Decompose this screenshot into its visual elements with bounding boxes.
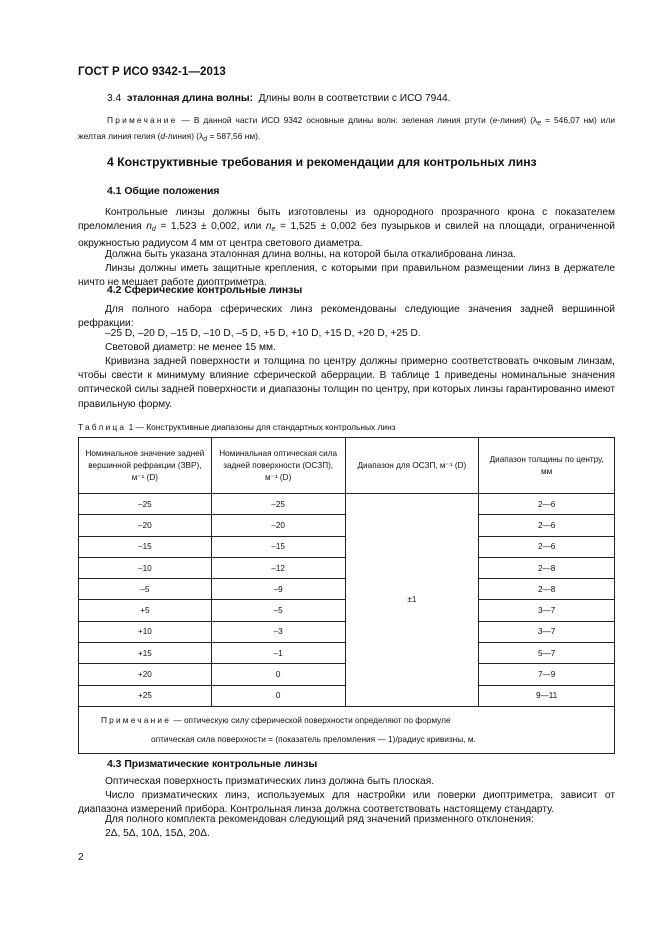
table-note-cell [79, 706, 615, 753]
document-header: ГОСТ Р ИСО 9342-1—2013 [78, 66, 226, 78]
cell-thickness: 7—9 [479, 664, 615, 685]
header-oszp: Номинальная оптическая сила задней поверхности (ОСЗП), м⁻¹ (D) [211, 438, 345, 494]
section-4-2-light-diameter: Световой диаметр: не менее 15 мм. [105, 342, 276, 353]
section-4-2-title: 4.2 Сферические контрольные линзы [107, 285, 303, 296]
header-oszp-range: Диапазон для ОСЗП, м⁻¹ (D) [345, 438, 479, 494]
cell-zvr: –10 [79, 557, 212, 578]
table-1 [78, 437, 615, 754]
cell-oszp: –9 [211, 579, 345, 600]
section-4-3-title: 4.3 Призматические контрольные линзы [107, 759, 318, 770]
cell-thickness: 2—6 [479, 494, 615, 515]
page-number: 2 [78, 852, 84, 863]
cell-oszp: 0 [211, 685, 345, 706]
cell-zvr: –25 [79, 494, 212, 515]
section-4-3-paragraph-2: Число призматических линз, используемых для настройки или поверки диоптриметра, зависит от диапазона измерений прибора. Контрольная линза должна соответствовать настоящему стандарту. [78, 790, 615, 816]
section-4-3-paragraph-1: Оптическая поверхность призматических линз должна быть плоская. [105, 776, 435, 787]
header-zvr: Номинальное значение задней вершинной рефракции (ЗВР), м⁻¹ (D) [79, 438, 212, 494]
cell-oszp: –3 [211, 621, 345, 642]
section-4-1-paragraph-3: Линзы должны иметь защитные крепления, с которыми при правильном размещении линз в держателе ничто не мешает работе диоптриметра. [78, 263, 615, 289]
term: эталонная длина волны: [126, 93, 253, 104]
cell-zvr: +10 [79, 621, 212, 642]
table-note: Примечание — оптическую силу сферической поверхности определяют по формуле [101, 715, 451, 726]
clause-number: 3.4 [107, 93, 122, 104]
cell-zvr: –15 [79, 536, 212, 557]
table-note-row [79, 706, 615, 753]
definition-3-4 [107, 92, 615, 106]
note-label: Примечание [107, 115, 178, 125]
section-4-2-paragraph-4: Кривизна задней поверхности и толщина по центру должны примерно соответствовать очковым линзам, чтобы свести к минимуму влияние сферической аберрации. В таблице 1 приведены номинальные значения оптической силы задней поверхности и диапазоны толщин по центру, при которых линзы гарантированно имеют правильную форму. [78, 356, 615, 410]
cell-oszp: –1 [211, 643, 345, 664]
table-row [79, 494, 615, 515]
cell-thickness: 9—11 [479, 685, 615, 706]
cell-thickness: 2—8 [479, 579, 615, 600]
table-note-formula: оптическая сила поверхности = (показатель преломления — 1)/радиус кривизны, м. [151, 734, 476, 745]
table-1-caption: Таблица 1 — Конструктивные диапазоны для стандартных контрольных линз [78, 422, 396, 432]
cell-oszp: –5 [211, 600, 345, 621]
section-4-1-paragraph-1: Контрольные линзы должны быть изготовлены из однородного прозрачного крона с показателем преломления $n_d = 1,523 \pm 0,002$, или $n_e = 1,525 \pm 0,002$ без пузырьков и свилей на площади, ограниченной окружностью радиусом 4 мм от центра светового диаметра. [78, 207, 615, 250]
cell-oszp: –12 [211, 557, 345, 578]
cell-thickness: 3—7 [479, 600, 615, 621]
cell-zvr: –20 [79, 515, 212, 536]
cell-thickness: 2—6 [479, 515, 615, 536]
cell-oszp: –20 [211, 515, 345, 536]
cell-oszp: –15 [211, 536, 345, 557]
section-4-2-paragraph-1: Для полного набора сферических линз рекомендованы следующие значения задней вершинной рефракции: [78, 304, 615, 330]
table-header-row [79, 438, 615, 494]
cell-zvr: +15 [79, 643, 212, 664]
definition-note: Примечание — В данной части ИСО 9342 основные длины волн: зеленая линия ртути (e-линия) ($\lambda_e = 546,07$ нм) или желтая линия гелия (d-линия) ($\lambda_d = 587,56$ нм). [78, 115, 616, 144]
cell-zvr: +20 [79, 664, 212, 685]
cell-thickness: 5—7 [479, 643, 615, 664]
section-4-2-values: –25 D, –20 D, –15 D, –10 D, –5 D, +5 D, +10 D, +15 D, +20 D, +25 D. [105, 328, 421, 339]
cell-oszp-range: ±1 [345, 494, 479, 707]
section-4-1-paragraph-2: Должна быть указана эталонная длина волны, на которой была откалибрована линза. [105, 249, 516, 260]
section-4-1-title: 4.1 Общие положения [107, 186, 220, 197]
section-4-3-prism-values: 2Δ, 5Δ, 10Δ, 15Δ, 20Δ. [105, 828, 210, 839]
cell-zvr: –5 [79, 579, 212, 600]
cell-thickness: 2—8 [479, 557, 615, 578]
header-thickness: Диапазон толщины по центру, мм [479, 438, 615, 494]
cell-oszp: 0 [211, 664, 345, 685]
section-4-3-paragraph-3: Для полного комплекта рекомендован следующий ряд значений призменного отклонения: [105, 814, 534, 825]
definition-text: Длины волн в соответствии с ИСО 7944. [258, 93, 451, 104]
cell-zvr: +5 [79, 600, 212, 621]
cell-zvr: +25 [79, 685, 212, 706]
cell-thickness: 2—6 [479, 536, 615, 557]
cell-oszp: –25 [211, 494, 345, 515]
section-4-title: 4 Конструктивные требования и рекомендации для контрольных линз [107, 155, 537, 169]
cell-thickness: 3—7 [479, 621, 615, 642]
